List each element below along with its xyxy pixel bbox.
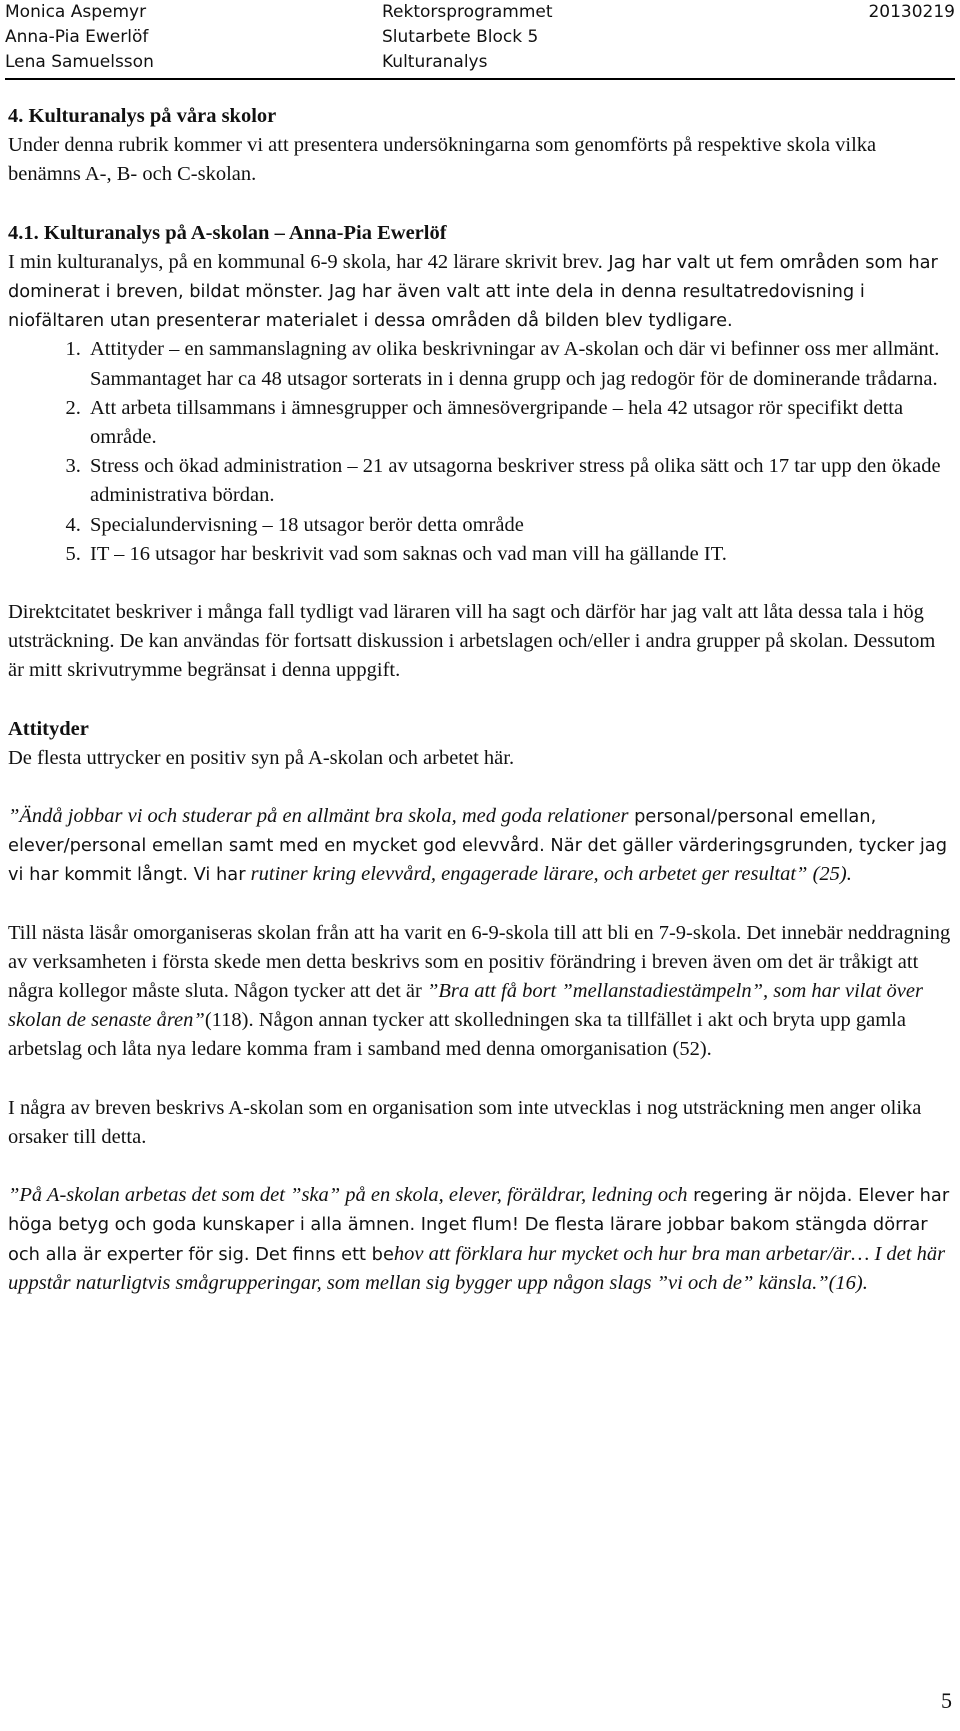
list-item: 4. Specialundervisning – 18 utsagor berör detta område [86,511,953,540]
header-date: 20130219 [868,2,955,22]
list-item: 5. IT – 16 utsagor har beskrivit vad som saknas och vad man vill ha gällande IT. [86,540,953,569]
quote-sans-text: personal/personal emellan, elever/personal emellan samt med en mycket god elevvård. När det gäller värderingsgrunden, tycker jag vi har kommit långt. Vi har [8,806,947,886]
quote-paragraph [8,1181,953,1298]
quote-italic-text: ”Ändå jobbar vi och studerar på en allmänt bra skola, med goda relationer [8,805,629,828]
quote-italic-text: hov att förklara hur mycket och hur bra man arbetar/är… I det här uppstår naturligtvis smågrupperingar, som mellan sig bygger upp någon slags ”vi och de” känsla.”(16). [8,1242,946,1294]
quote-italic-text: rutiner kring elevvård, engagerade lärare, och arbetet ger resultat” (25). [245,863,852,886]
subsection-intro [8,248,953,336]
header-block: Slutarbete Block 5 [382,27,539,47]
header-topic: Kulturanalys [382,52,488,72]
reorganisation-paragraph [8,919,953,1065]
reorg-text: (118). Någon annan tycker att skolledningen ska ta tillfället i akt och bryta upp gamla arbetslag och låta nya ledare komma fram i samband med denna omorganisation (52). [8,1009,906,1061]
subsection-heading: 4.1. Kulturanalys på A-skolan – Anna-Pia Ewerlöf [8,221,447,244]
areas-list [8,335,953,569]
header-row [5,25,955,50]
section-intro: Under denna rubrik kommer vi att presentera undersökningarna som genomförts på respektive skola vilka benämns A-, B- och C-skolan. [8,134,877,186]
list-item: 2. Att arbeta tillsammans i ämnesgrupper och ämnesövergripande – hela 42 utsagor rör specifikt detta område. [86,394,953,452]
quote-paragraph [8,802,953,890]
quote-italic-text: ”På A-skolan arbetas det som det ”ska” på en skola, elever, föräldrar, ledning och [8,1184,688,1207]
attityder-heading: Attityder [8,717,89,740]
header-author-3: Lena Samuelsson [5,52,154,72]
intro-sans-text: Jag har valt ut fem områden som har dominerat i breven, bildat mönster. Jag har även valt att inte dela in denna resultatredovisning i niofältaren utan presenterar materialet i dessa områden då bilden blev tydligare. [8,251,938,332]
organisation-paragraph: I några av breven beskrivs A-skolan som en organisation som inte utvecklas i nog utsträckning men anger olika orsaker till detta. [8,1096,922,1148]
quote-sans-text: regering är nöjda. Elever har höga betyg och goda kunskaper i alla ämnen. Inget flum! De flesta lärare jobbar bakom stängda dörrar och alla är experter för sig. Det finns ett be [8,1185,950,1265]
header-author-1: Monica Aspemyr [5,2,147,22]
direct-quotes-paragraph: Direktcitatet beskriver i många fall tydligt vad läraren vill ha sagt och därför har jag valt att låta dessa tala i hög utsträckning. De kan användas för fortsatt diskussion i arbetslagen och/eller i andra grupper på skolan. Dessutom är mitt skrivutrymme begränsat i denna uppgift. [8,601,936,682]
header-row [5,0,955,25]
reorg-quote: ”Bra att få bort ”mellanstadiestämpeln”, som har vilat över skolan de senaste åren” [8,980,923,1032]
page-header [5,0,955,80]
document-body [8,102,953,1298]
header-author-2: Anna-Pia Ewerlöf [5,27,149,47]
attityder-text: De flesta uttrycker en positiv syn på A-skolan och arbetet här. [8,746,515,769]
header-program: Rektorsprogrammet [382,2,553,22]
list-item: 3. Stress och ökad administration – 21 av utsagorna beskriver stress på olika sätt och 17 tar upp den ökade administrativa bördan. [86,452,953,510]
reorg-text: Till nästa läsår omorganiseras skolan från att ha varit en 6-9-skola till att bli en 7-9-skola. Det innebär neddragning av verksamheten i första skede men detta beskrivs som en positiv förändring i breven även om det är tråkigt att några kollegor måste sluta. Någon tycker att det är [8,921,951,1003]
intro-serif-text: I min kulturanalys, på en kommunal 6-9 skola, har 42 lärare skrivit brev. [8,250,603,273]
header-row [5,50,955,75]
page-number: 5 [941,1688,952,1713]
list-item: 1. Attityder – en sammanslagning av olika beskrivningar av A-skolan och där vi befinner oss mer allmänt. Sammantaget har ca 48 utsagor sorterats in i denna grupp och jag redogör för de dominerande trådarna. [86,335,953,393]
section-heading: 4. Kulturanalys på våra skolor [8,105,277,127]
